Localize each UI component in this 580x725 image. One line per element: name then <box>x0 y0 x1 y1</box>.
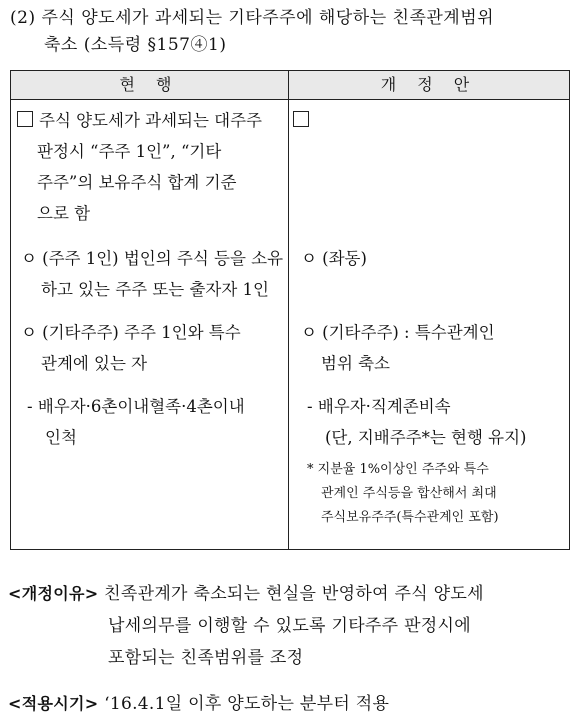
proposed-box-item <box>293 105 315 136</box>
current-item-2: ㅇ (기타주주) 주주 1인와 특수 관계에 있는 자 <box>21 323 241 373</box>
heading-line-2: 축소 (소득령 §157④1) <box>44 35 227 55</box>
header-current: 현 행 <box>119 75 180 94</box>
apply-text: ‘16.4.1일 이후 양도하는 분부터 적용 <box>104 694 390 714</box>
reason-line-2: 납세의무를 이행할 수 있도록 기타주주 판정시에 <box>108 616 471 636</box>
reason-line-1: 친족관계가 축소되는 현실을 반영하여 주식 양도세 <box>104 584 484 604</box>
checkbox-square-icon <box>293 111 309 127</box>
checkbox-square-icon <box>17 111 33 127</box>
proposed-footnote: * 지분율 1%이상인 주주와 특수 관계인 주식등을 합산해서 최대 주식보유주주(특수관계인 포함) <box>307 462 499 525</box>
proposed-item-1: ㅇ (좌동) <box>301 249 367 268</box>
section-heading <box>10 5 494 59</box>
current-item-1: ㅇ (주주 1인) 법인의 주식 등을 소유 하고 있는 주주 또는 출자자 1인 <box>21 249 284 299</box>
reason-line-3: 포함되는 친족범위를 조정 <box>108 648 304 668</box>
apply-block <box>8 688 389 720</box>
current-box-item: 주식 양도세가 과세되는 대주주 판정시 “주주 1인”, “기타 주주”의 보유주식 합계 기준 으로 함 <box>17 105 262 229</box>
reason-block <box>8 578 484 674</box>
apply-label: <적용시기> <box>8 694 99 713</box>
proposed-item-2: ㅇ (기타주주) : 특수관계인 범위 축소 <box>301 323 495 373</box>
header-proposed: 개 정 안 <box>380 75 478 94</box>
proposed-item-3: - 배우자·직계존비속 (단, 지배주주*는 현행 유지) <box>307 397 527 447</box>
comparison-table <box>10 70 570 550</box>
current-item-3: - 배우자·6촌이내혈족·4촌이내 인척 <box>27 397 245 447</box>
reason-label: <개정이유> <box>8 584 99 603</box>
heading-line-1: (2) 주식 양도세가 과세되는 기타주주에 해당하는 친족관계범위 <box>10 8 495 28</box>
column-divider <box>288 71 289 549</box>
